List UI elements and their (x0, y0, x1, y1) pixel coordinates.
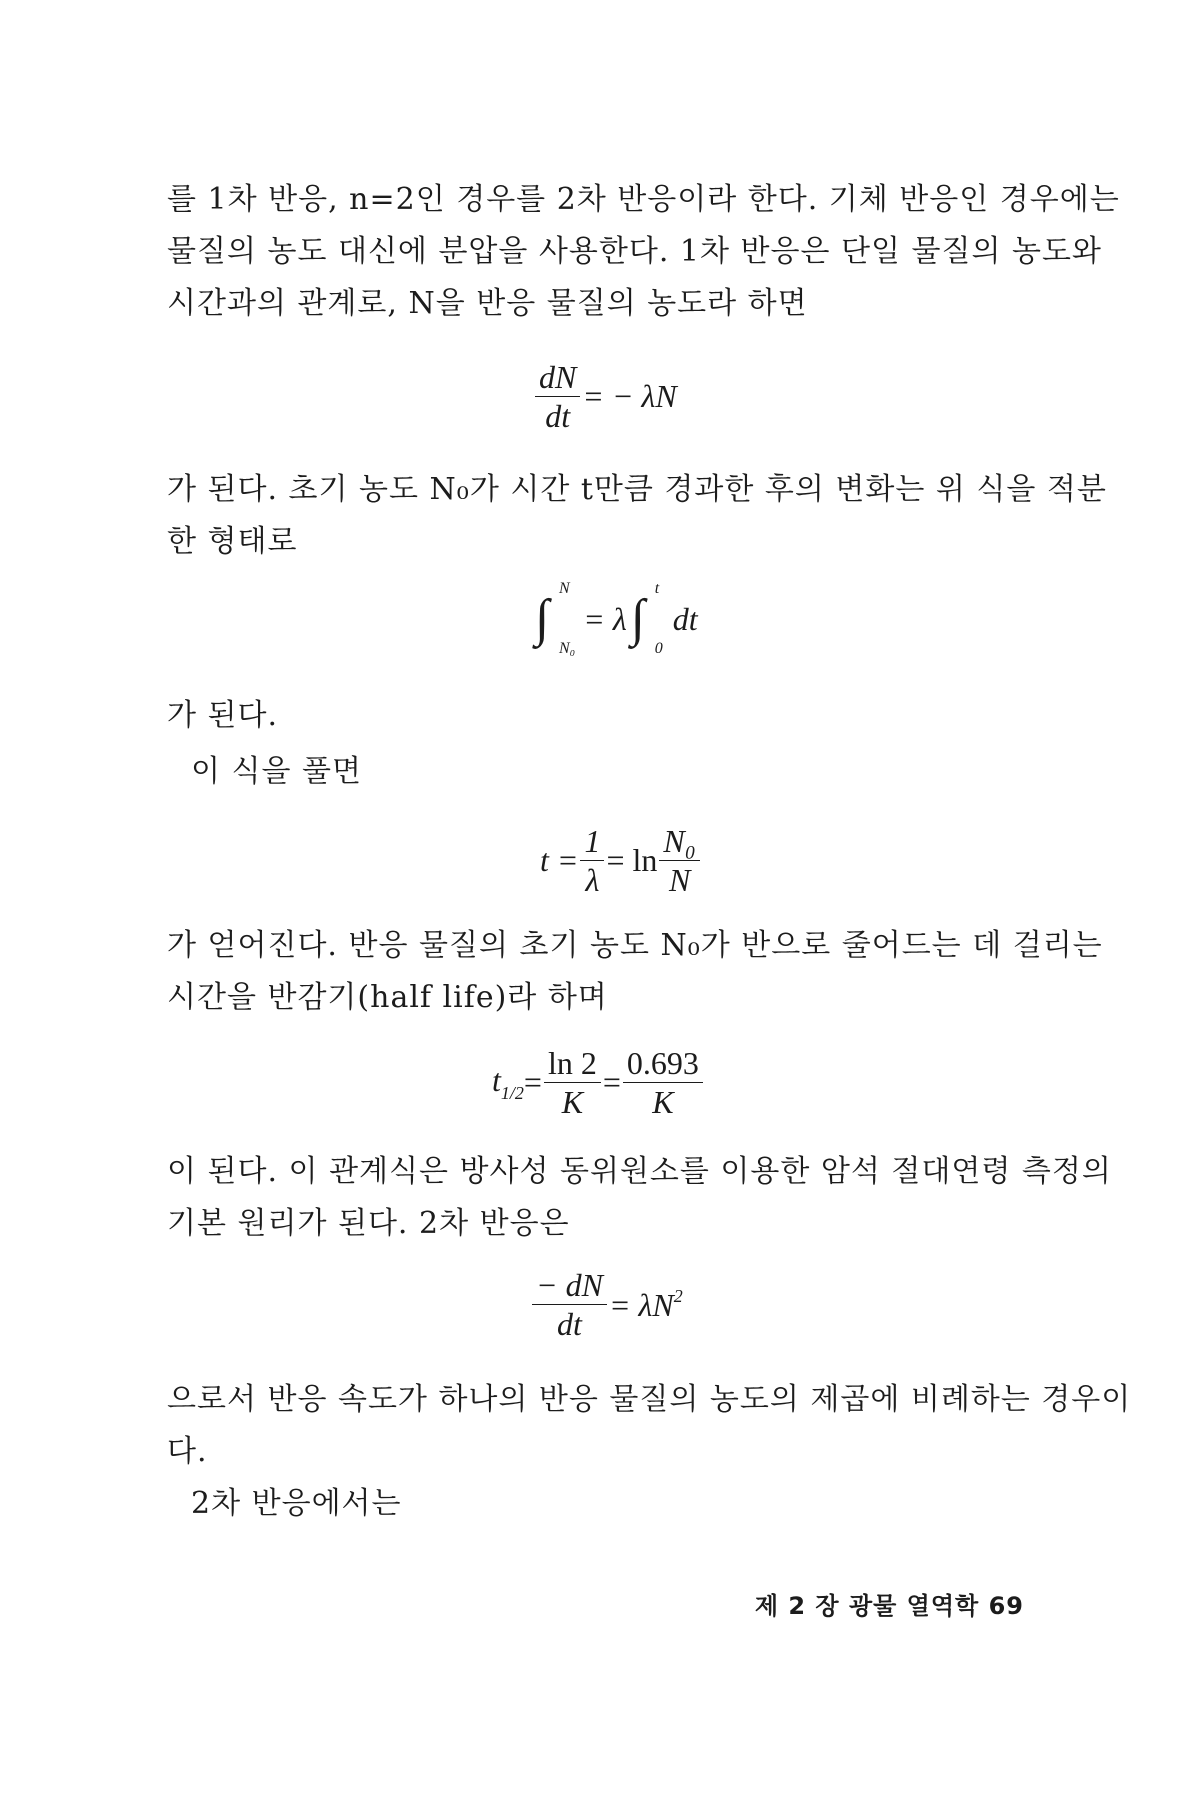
fraction-numerator: 1 (580, 824, 604, 861)
text-line: 가 된다. (167, 698, 279, 733)
text-line: 를 1차 반응, n=2인 경우를 2차 반응이라 한다. 기체 반응인 경우에는 (167, 182, 1120, 217)
text-line: 기본 원리가 된다. 2차 반응은 (167, 1206, 570, 1241)
text-line: 이 식을 풀면 (191, 754, 362, 789)
paragraph-7 (167, 1374, 1132, 1478)
text-line: 가 얻어진다. 반응 물질의 초기 농도 N₀가 반으로 줄어드는 데 걸리는 (167, 928, 1103, 963)
text-line: 다. (167, 1434, 208, 1469)
fraction-numerator: N₀ (659, 824, 699, 861)
equation-half-life (492, 1046, 705, 1119)
fraction (532, 1268, 607, 1341)
equation-rhs: = − λN (582, 378, 677, 414)
integral-limits (559, 580, 575, 658)
paragraph-5 (167, 920, 1103, 1024)
fraction-denominator: N (668, 862, 691, 898)
equation-integral (535, 580, 698, 658)
page-footer: 제 2 장 광물 열역학 69 (754, 1592, 1024, 1620)
text-line: 으로서 반응 속도가 하나의 반응 물질의 농도의 제곱에 비례하는 경우이 (167, 1382, 1132, 1417)
text-line: 이 된다. 이 관계식은 방사성 동위원소를 이용한 암석 절대연령 측정의 (167, 1154, 1112, 1189)
paragraph-1 (167, 174, 1120, 330)
fraction (623, 1046, 703, 1119)
text-line: 시간과의 관계로, N을 반응 물질의 농도라 하면 (167, 286, 808, 321)
text-line: 2차 반응에서는 (191, 1486, 402, 1521)
text-line: 가 된다. 초기 농도 N₀가 시간 t만큼 경과한 후의 변화는 위 식을 적분 (167, 472, 1107, 507)
paragraph-4 (167, 746, 1071, 798)
equation-lhs: t = (540, 842, 579, 878)
integral-lower-limit: 0 (654, 640, 663, 657)
fraction (544, 1046, 601, 1119)
fraction-numerator: 0.693 (623, 1046, 703, 1083)
integral-sign: ∫ (535, 590, 550, 647)
fraction-denominator: dt (557, 1306, 582, 1342)
fraction-denominator: dt (545, 398, 571, 434)
fraction (535, 360, 580, 433)
equation-rate-first-order (533, 360, 677, 433)
paragraph-2 (167, 464, 1107, 568)
equals-sign: = (602, 1064, 621, 1100)
integral-upper-limit: N (559, 580, 570, 597)
superscript: 2 (673, 1285, 683, 1306)
text-line: 시간을 반감기(half life)라 하며 (167, 980, 608, 1015)
equals-sign: = (523, 1064, 542, 1100)
integral-sign: ∫ (630, 590, 645, 647)
equation-rhs: dt (672, 600, 698, 637)
fraction-numerator: ln 2 (544, 1046, 601, 1083)
integral-lower-limit: N₀ (559, 640, 576, 657)
fraction-numerator: dN (535, 360, 580, 397)
fraction-denominator: λ (585, 862, 600, 898)
fraction (659, 824, 699, 897)
equation-time-solution (540, 824, 702, 897)
fraction-denominator: K (561, 1084, 584, 1120)
paragraph-3 (167, 690, 1047, 742)
equation-mid: = λ (583, 600, 627, 637)
fraction (580, 824, 604, 897)
equation-mid: = ln (606, 842, 658, 878)
text-line: 물질의 농도 대신에 분압을 사용한다. 1차 반응은 단일 물질의 농도와 (167, 234, 1102, 269)
paragraph-8 (167, 1478, 1071, 1530)
integral-limits (655, 580, 663, 658)
equation-rate-second-order (530, 1268, 683, 1341)
equation-lhs: $t_{1/2}$ (492, 1061, 524, 1103)
fraction-numerator: − dN (532, 1268, 607, 1305)
equation-rhs: = $\lambda N^2$ (608, 1285, 683, 1323)
subscript: 1/2 (500, 1082, 524, 1103)
fraction-denominator: K (652, 1084, 674, 1120)
integral-upper-limit: t (654, 580, 660, 597)
paragraph-6 (167, 1146, 1112, 1250)
text-line: 한 형태로 (167, 524, 298, 559)
